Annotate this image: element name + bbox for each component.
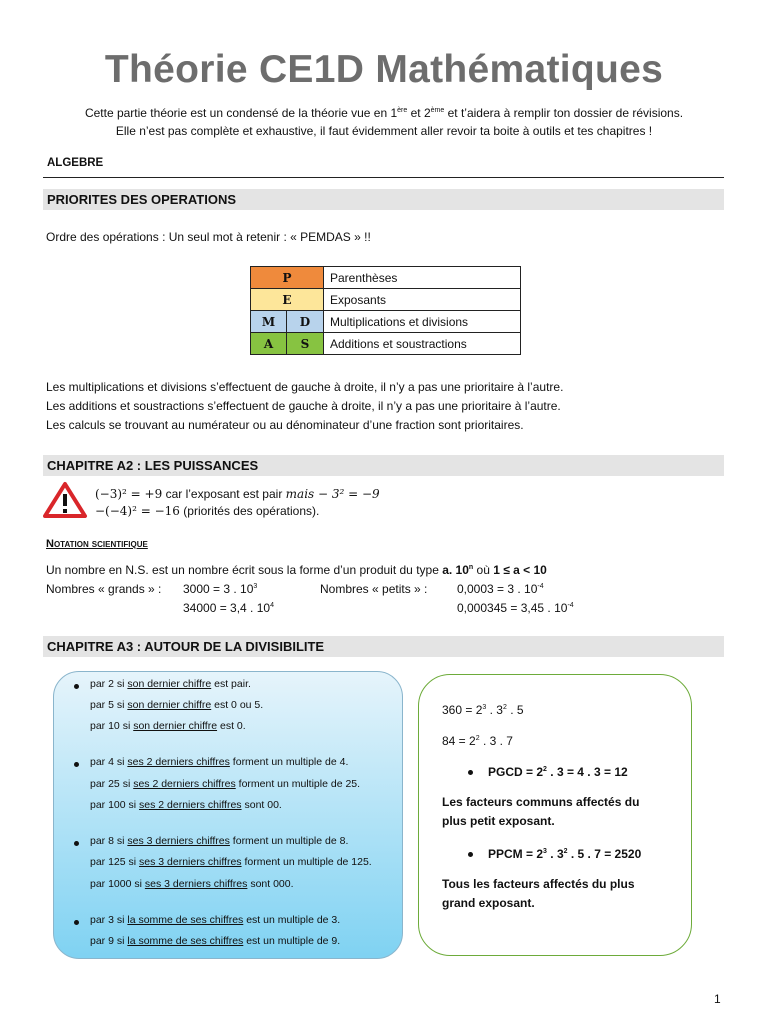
rule-div-2: par 2 si son dernier chiffre est pair. bbox=[90, 678, 251, 690]
puissance-example-2: −(−4)² = −16 (priorités des opérations). bbox=[95, 504, 320, 518]
pemdas-letter-p: P bbox=[251, 267, 324, 289]
divider bbox=[43, 177, 724, 178]
petits-example-1: 0,0003 = 3 . $10^{-4}$ bbox=[457, 582, 544, 596]
grands-label: Nombres « grands » : bbox=[46, 582, 162, 596]
pemdas-row-md bbox=[251, 311, 521, 333]
petits-example-2: 0,000345 = 3,45 . $10^{-4}$ bbox=[457, 601, 574, 615]
pemdas-letter-a: A bbox=[251, 333, 287, 355]
grands-example-1: 3000 = 3 . $10^3$ bbox=[183, 582, 258, 596]
pemdas-row-e bbox=[251, 289, 521, 311]
rule-2: Les additions et soustractions s’effectuent de gauche à droite, il n’y a pas une prioritaire à l’autre. bbox=[46, 399, 561, 413]
rule-div-125: par 125 si ses 3 derniers chiffres forment un multiple de 125. bbox=[90, 856, 372, 868]
intro-line-1: Cette partie théorie est un condensé de la théorie vue en 1ère et 2ème et t’aidera à remplir ton dossier de révisions. bbox=[84, 106, 684, 120]
pemdas-letter-s: S bbox=[287, 333, 324, 355]
ppcm-result: PPCM = $2^3$ . $3^2$ . 5 . 7 = 2520 bbox=[488, 847, 642, 861]
rule-div-5: par 5 si son dernier chiffre est 0 ou 5. bbox=[90, 699, 264, 711]
ppcm-rule-line-1: Tous les facteurs affectés du plus bbox=[442, 877, 635, 891]
warning-icon bbox=[42, 481, 88, 519]
pgcd-rule-line-2: plus petit exposant. bbox=[442, 814, 555, 828]
section-puissances: CHAPITRE A2 : LES PUISSANCES bbox=[43, 455, 724, 476]
pemdas-label-as: Additions et soustractions bbox=[324, 333, 521, 355]
bullet-icon bbox=[74, 762, 79, 767]
rule-3: Les calculs se trouvant au numérateur ou au dénominateur d’une fraction sont prioritaires. bbox=[46, 418, 524, 432]
notation-heading: Notation scientifique bbox=[46, 538, 148, 550]
factorisation-84: $84 = 2^2$ . 3 . 7 bbox=[442, 734, 513, 748]
grands-example-2: 34000 = 3,4 . $10^4$ bbox=[183, 601, 274, 615]
pgcd-result: PGCD = $2^2$ . 3 = 4 . 3 = 12 bbox=[488, 765, 628, 779]
bullet-icon bbox=[74, 920, 79, 925]
divisibility-rules bbox=[53, 671, 401, 957]
rule-div-1000: par 1000 si ses 3 derniers chiffres sont 000. bbox=[90, 878, 294, 890]
pgcd-ppcm-content bbox=[418, 674, 690, 954]
bullet-icon bbox=[468, 852, 473, 857]
pemdas-row-p bbox=[251, 267, 521, 289]
petits-label: Nombres « petits » : bbox=[320, 582, 428, 596]
ppcm-rule-line-2: grand exposant. bbox=[442, 896, 535, 910]
rule-div-9: par 9 si la somme de ses chiffres est un multiple de 9. bbox=[90, 935, 341, 947]
pemdas-label-e: Exposants bbox=[324, 289, 521, 311]
section-divisibilite: CHAPITRE A3 : AUTOUR DE LA DIVISIBILITE bbox=[43, 636, 724, 657]
section-priorites: PRIORITES DES OPERATIONS bbox=[43, 189, 724, 210]
rule-div-4: par 4 si ses 2 derniers chiffres forment un multiple de 4. bbox=[90, 756, 349, 768]
ordre-text: Ordre des opérations : Un seul mot à retenir : « PEMDAS » !! bbox=[46, 230, 371, 244]
rule-div-25: par 25 si ses 2 derniers chiffres forment un multiple de 25. bbox=[90, 778, 361, 790]
bullet-icon bbox=[468, 770, 473, 775]
rule-div-3: par 3 si la somme de ses chiffres est un multiple de 3. bbox=[90, 914, 341, 926]
page-title: Théorie CE1D Mathématiques bbox=[104, 48, 664, 91]
algebre-heading: ALGEBRE bbox=[47, 157, 104, 169]
page-number: 1 bbox=[714, 992, 721, 1006]
pemdas-label-md: Multiplications et divisions bbox=[324, 311, 521, 333]
pemdas-letter-m: M bbox=[251, 311, 287, 333]
rule-div-10: par 10 si son dernier chiffre est 0. bbox=[90, 720, 246, 732]
rule-1: Les multiplications et divisions s’effectuent de gauche à droite, il n’y a pas une prioritaire à l’autre. bbox=[46, 380, 564, 394]
puissance-example-1: (−3)² = +9 car l’exposant est pair mais − 3² = −9 bbox=[95, 487, 380, 501]
intro-line-2: Elle n’est pas complète et exhaustive, il faut évidemment aller revoir ta boite à outils et tes chapitres ! bbox=[115, 124, 653, 138]
pemdas-letter-e: E bbox=[251, 289, 324, 311]
ns-definition: Un nombre en N.S. est un nombre écrit sous la forme d’un produit du type a. 10$^n$ où 1 ≤ a < 10 bbox=[46, 563, 547, 577]
pemdas-letter-d: D bbox=[287, 311, 324, 333]
pemdas-table bbox=[250, 266, 521, 355]
pemdas-label-p: Parenthèses bbox=[324, 267, 521, 289]
factorisation-360: $360 = 2^3$ . $3^2$ . 5 bbox=[442, 703, 524, 717]
pemdas-row-as bbox=[251, 333, 521, 355]
pgcd-rule-line-1: Les facteurs communs affectés du bbox=[442, 795, 640, 809]
rule-div-8: par 8 si ses 3 derniers chiffres forment un multiple de 8. bbox=[90, 835, 349, 847]
rule-div-100: par 100 si ses 2 derniers chiffres sont 00. bbox=[90, 799, 282, 811]
bullet-icon bbox=[74, 684, 79, 689]
bullet-icon bbox=[74, 841, 79, 846]
